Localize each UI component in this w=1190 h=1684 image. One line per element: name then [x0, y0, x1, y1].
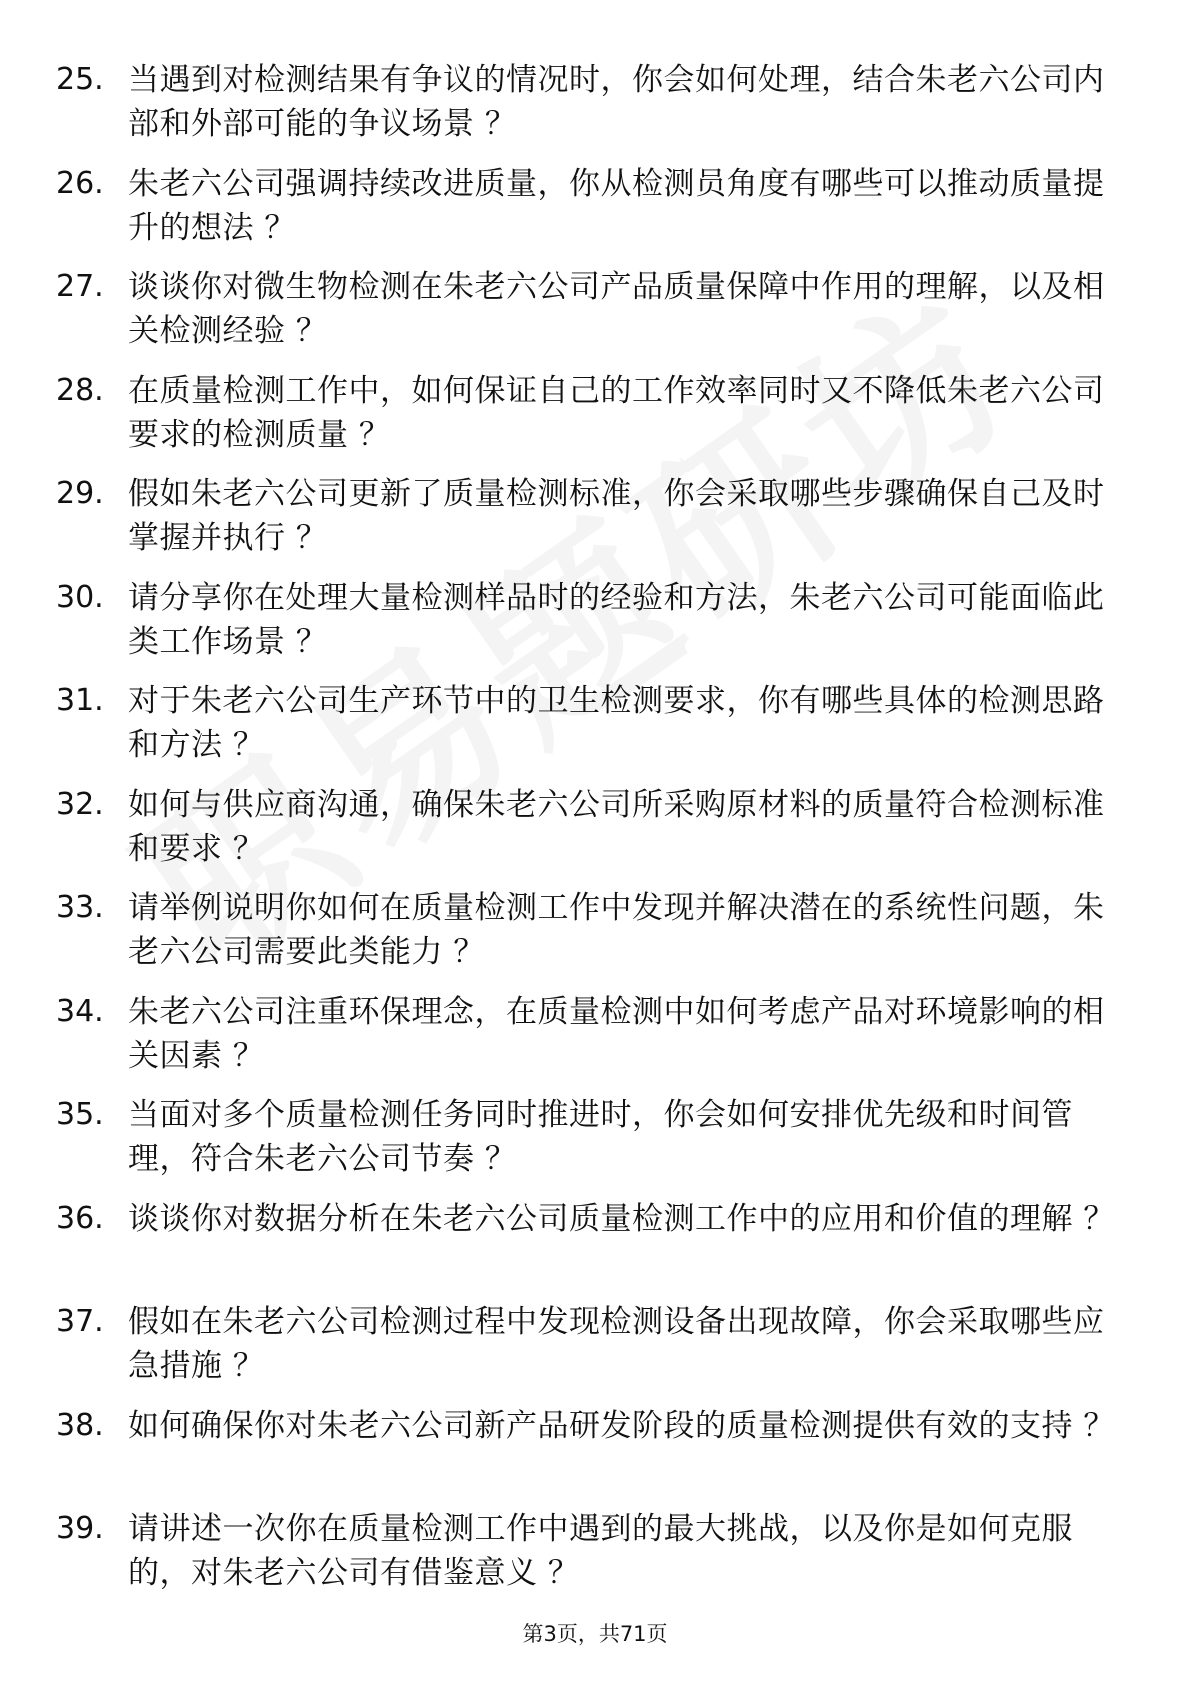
list-item — [0, 886, 1190, 990]
question-number: 33. — [56, 890, 104, 925]
list-item — [0, 162, 1190, 266]
list-item — [0, 1197, 1190, 1301]
list-item — [0, 679, 1190, 783]
question-text: 请讲述一次你在质量检测工作中遇到的最大挑战，以及你是如何克服的，对朱老六公司有借鉴意义 ？ — [128, 1511, 1073, 1591]
list-item — [0, 265, 1190, 369]
list-item — [0, 990, 1190, 1094]
list-item — [0, 472, 1190, 576]
question-text: 假如在朱老六公司检测过程中发现检测设备出现故障，你会采取哪些应急措施 ？ — [128, 1304, 1105, 1384]
list-item — [0, 58, 1190, 162]
list-item — [0, 1507, 1190, 1611]
question-number: 27. — [56, 269, 104, 304]
question-number: 31. — [56, 683, 104, 718]
question-number: 35. — [56, 1097, 104, 1132]
question-number: 34. — [56, 993, 104, 1029]
question-number: 30. — [56, 579, 104, 615]
list-item — [0, 1404, 1190, 1508]
question-number: 32. — [56, 786, 104, 822]
question-text: 谈谈你对微生物检测在朱老六公司产品质量保障中作用的理解，以及相关检测经验 ？ — [128, 269, 1105, 349]
question-text: 谈谈你对数据分析在朱老六公司质量检测工作中的应用和价值的理解 ？ — [128, 1200, 1115, 1237]
question-text: 在质量检测工作中，如何保证自己的工作效率同时又不降低朱老六公司要求的检测质量 ？ — [128, 372, 1105, 453]
question-number: 38. — [56, 1407, 104, 1443]
question-number: 37. — [56, 1304, 104, 1339]
question-text: 假如朱老六公司更新了质量检测标准，你会采取哪些步骤确保自己及时掌握并执行 ？ — [128, 476, 1105, 556]
list-item — [0, 576, 1190, 680]
question-number: 26. — [56, 165, 104, 201]
question-number: 25. — [56, 62, 104, 97]
question-list — [0, 58, 1190, 1611]
question-text: 对于朱老六公司生产环节中的卫生检测要求，你有哪些具体的检测思路和方法 ？ — [128, 683, 1105, 763]
question-text: 如何与供应商沟通，确保朱老六公司所采购原材料的质量符合检测标准和要求 ？ — [128, 786, 1105, 867]
question-number: 28. — [56, 372, 104, 408]
page-footer — [0, 1618, 1190, 1648]
question-number: 36. — [56, 1200, 104, 1236]
list-item — [0, 783, 1190, 887]
question-number: 29. — [56, 476, 104, 511]
question-text: 当面对多个质量检测任务同时推进时，你会如何安排优先级和时间管理，符合朱老六公司节奏 ？ — [128, 1097, 1073, 1177]
question-number: 39. — [56, 1511, 104, 1546]
question-text: 当遇到对检测结果有争议的情况时，你会如何处理，结合朱老六公司内部和外部可能的争议场景 ？ — [128, 62, 1105, 142]
question-text: 朱老六公司注重环保理念，在质量检测中如何考虑产品对环境影响的相关因素 ？ — [128, 993, 1105, 1074]
question-text: 请举例说明你如何在质量检测工作中发现并解决潜在的系统性问题，朱老六公司需要此类能力 ？ — [128, 890, 1105, 970]
page-number-label: 第3页，共71页 — [522, 1622, 668, 1646]
question-text: 如何确保你对朱老六公司新产品研发阶段的质量检测提供有效的支持 ？ — [128, 1407, 1115, 1444]
question-text: 朱老六公司强调持续改进质量，你从检测员角度有哪些可以推动质量提升的想法 ？ — [128, 165, 1105, 246]
question-text: 请分享你在处理大量检测样品时的经验和方法，朱老六公司可能面临此类工作场景 ？ — [128, 579, 1105, 660]
list-item — [0, 369, 1190, 473]
list-item — [0, 1093, 1190, 1197]
list-item — [0, 1300, 1190, 1404]
